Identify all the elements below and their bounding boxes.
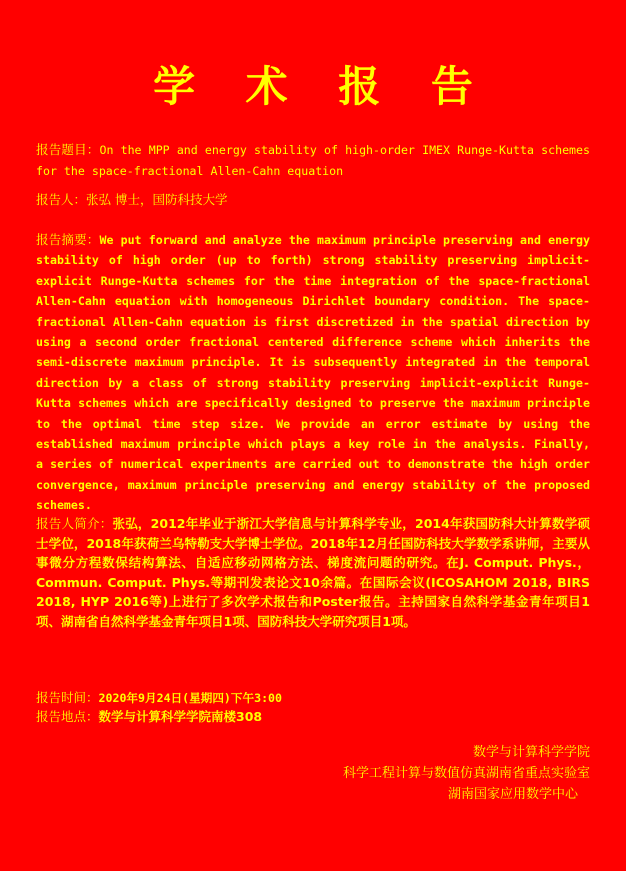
time-label: 报告时间： <box>36 690 99 705</box>
abstract-label: 报告摘要： <box>36 232 100 247</box>
speaker-text: 张弘 博士，国防科技大学 <box>86 192 228 207</box>
organizer-line: 科学工程计算与数值仿真湖南省重点实验室 <box>342 766 590 781</box>
poster-title: 学 术 报 告 <box>153 62 491 111</box>
abstract-text: We put forward and analyze the maximum principle preserving and energy stability of high order (up to forth) strong stability preserving implicit-explicit Runge-Kutta schemes for the time integration of the space-fractional Allen-Cahn equation with homogeneous Dirichlet boundary condition. The space-fractional Allen-Cahn equation is first discretized in the spatial direction by using a second order fractional centered difference scheme which inherits the semi-discrete maximum principle. It is subsequently integrated in the temporal direction by a class of strong stability preserving implicit-explicit Runge-Kutta schemes which are specifically designed to preserve the maximum principle to the optimal time step size. We provide an error estimate by using the established maximum principle which plays a key role in the analysis. Finally, a series of numerical experiments are carried out to demonstrate the high order convergence, maximum principle preserving and energy stability of the proposed schemes. <box>36 233 590 513</box>
speaker-label: 报告人： <box>36 192 87 207</box>
place-text: 数学与计算科学学院南楼308 <box>98 709 263 724</box>
organizer-line: 湖南国家应用数学中心 <box>447 787 578 802</box>
topic-label: 报告题目： <box>36 142 100 157</box>
talk-place <box>36 707 590 727</box>
talk-time <box>36 688 590 709</box>
organizer-line: 数学与计算科学学院 <box>472 745 590 760</box>
talk-topic <box>36 140 590 181</box>
organizers <box>343 742 590 805</box>
speaker-bio <box>36 514 590 632</box>
bio-text: 张弘，2012年毕业于浙江大学信息与计算科学专业，2014年获国防科大计算数学硕士学位，2018年获荷兰乌特勒支大学博士学位。2018年12月任国防科技大学数学系讲师，主要从事微分方程数保结构算法、自适应移动网格方法、梯度流问题的研究。在J. Comput. Phys.，Commun. Comput. Phys.等期刊发表论文10余篇。在国际会议(ICOSAHOM 2018, BIRS 2018, HYP 2016等)上进行了多次学术报告和Poster报告。主持国家自然科学基金青年项目1项、湖南省自然科学基金青年项目1项、国防科技大学研究项目1项。 <box>36 516 590 629</box>
talk-speaker <box>36 190 590 210</box>
place-label: 报告地点： <box>36 709 99 724</box>
topic-text: On the MPP and energy stability of high-order IMEX Runge-Kutta schemes for the space-fractional Allen-Cahn equation <box>36 143 590 178</box>
talk-abstract <box>36 230 590 516</box>
bio-label: 报告人简介： <box>36 516 113 531</box>
time-text: 2020年9月24日(星期四)下午3:00 <box>98 691 283 705</box>
